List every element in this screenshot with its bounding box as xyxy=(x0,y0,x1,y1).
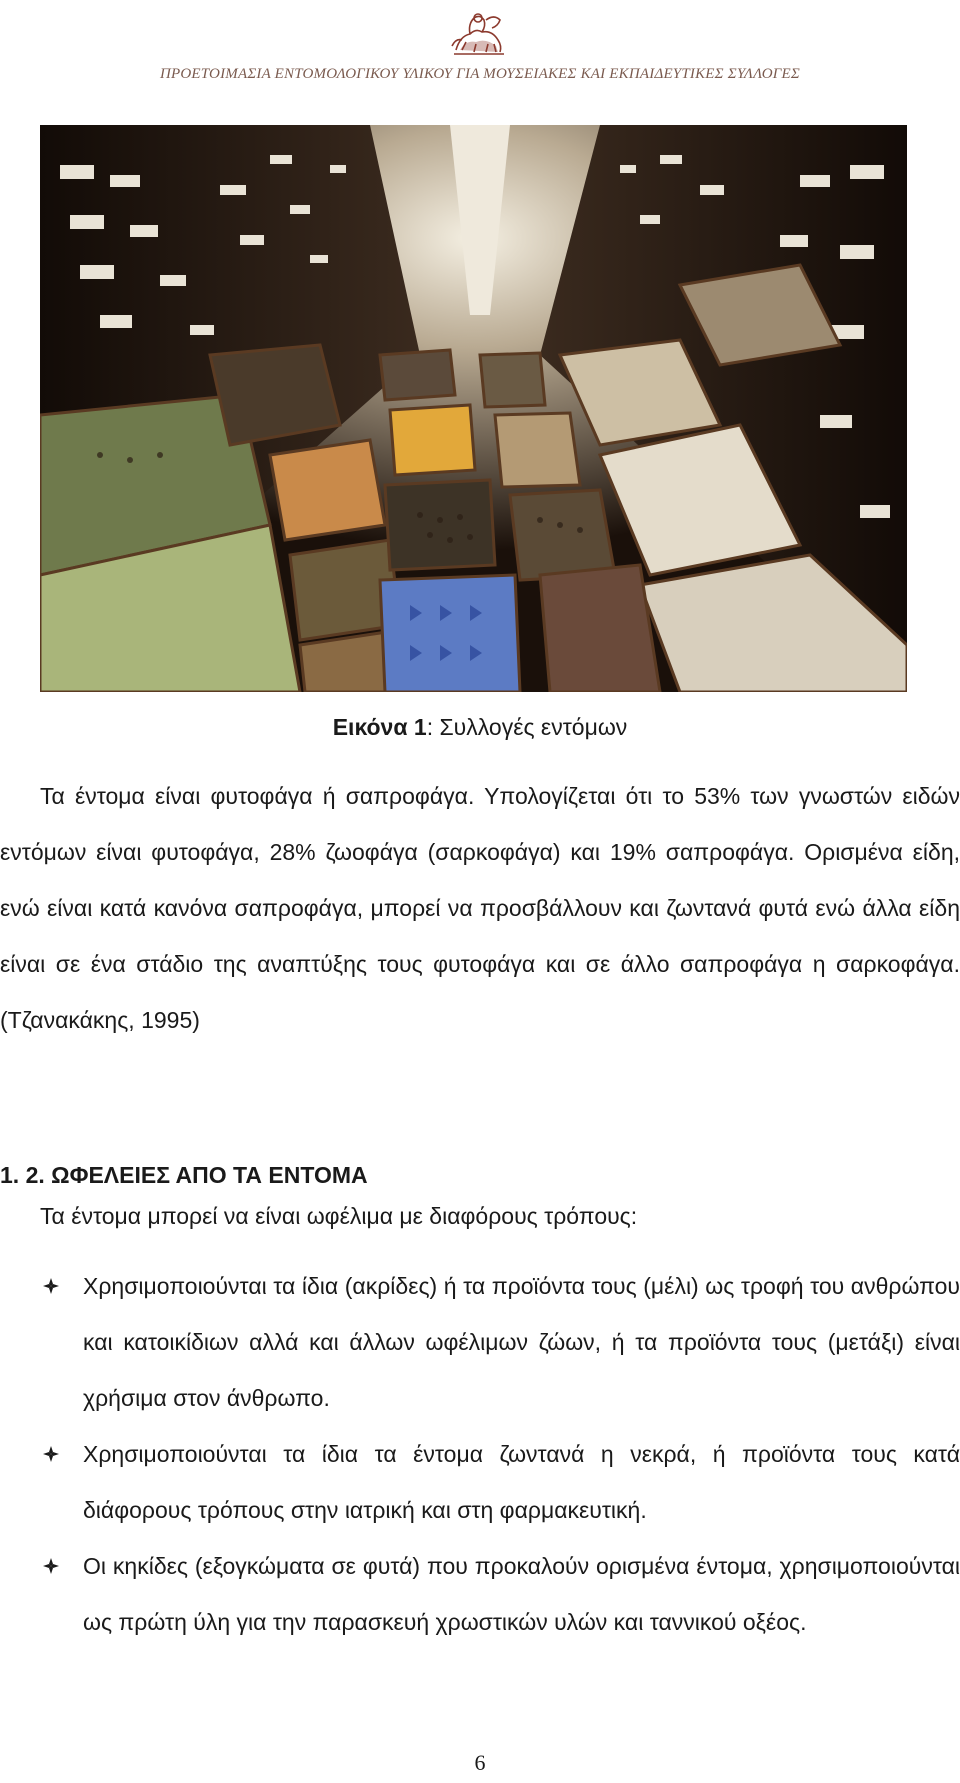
benefits-list xyxy=(0,1258,960,1650)
list-item xyxy=(0,1538,960,1650)
running-header: ΠΡΟΕΤΟΙΜΑΣΙΑ ΕΝΤΟΜΟΛΟΓΙΚΟΥ ΥΛΙΚΟΥ ΓΙΑ ΜΟΥΣΕΙΑΚΕΣ ΚΑΙ ΕΚΠΑΙΔΕΥΤΙΚΕΣ ΣΥΛΛΟΓΕΣ xyxy=(159,66,801,82)
list-item-text: Οι κηκίδες (εξογκώματα σε φυτά) που προκαλούν ορισμένα έντομα, χρησιμοποιούνται ως πρώτη ύλη για την παρασκευή χρωστικών υλών και ταννικού οξέος. xyxy=(83,1553,960,1635)
section-intro: Τα έντομα μπορεί να είναι ωφέλιμα με διαφόρους τρόπους: xyxy=(40,1203,638,1229)
insect-collection-drawers-photo xyxy=(40,125,907,692)
diamond-bullet-icon xyxy=(43,1558,59,1574)
list-item-text: Χρησιμοποιούνται τα ίδια τα έντομα ζωντανά η νεκρά, ή προϊόντα τους κατά διάφορους τρόπους στην ιατρική και στη φαρμακευτική. xyxy=(83,1441,960,1523)
list-item xyxy=(0,1426,960,1538)
caption-label: Εικόνα 1 xyxy=(332,714,427,740)
page-number: 6 xyxy=(474,1750,486,1775)
diamond-bullet-icon xyxy=(43,1446,59,1462)
section-heading: 1. 2. ΩΦΕΛΕΙΕΣ ΑΠΟ ΤΑ ΕΝΤΟΜΑ xyxy=(0,1162,368,1188)
classical-emblem-logo xyxy=(446,6,512,60)
figure-caption xyxy=(0,714,960,741)
body-paragraph: Τα έντομα είναι φυτοφάγα ή σαπροφάγα. Υπολογίζεται ότι το 53% των γνωστών ειδών εντόμων είναι φυτοφάγα, 28% ζωοφάγα (σαρκοφάγα) και 19% σαπροφάγα. Ορισμένα είδη, ενώ είναι κατά κανόνα σαπροφάγα, μπορεί να προσβάλλουν και ζωντανά φυτά ενώ άλλα είδη είναι σε ένα στάδιο της αναπτύξης τους φυτοφάγα και σε άλλο σαπροφάγα η σαρκοφάγα. (Τζανακάκης, 1995) xyxy=(0,783,960,1033)
diamond-bullet-icon xyxy=(43,1278,59,1294)
caption-text: : Συλλογές εντόμων xyxy=(426,714,628,740)
list-item-text: Χρησιμοποιούνται τα ίδια (ακρίδες) ή τα προϊόντα τους (μέλι) ως τροφή του ανθρώπου και κατοικίδιων αλλά και άλλων ωφέλιμων ζώων, ή τα προϊόντα τους (μετάξι) είναι χρήσιμα στον άνθρωπο. xyxy=(83,1273,960,1411)
list-item xyxy=(0,1258,960,1426)
